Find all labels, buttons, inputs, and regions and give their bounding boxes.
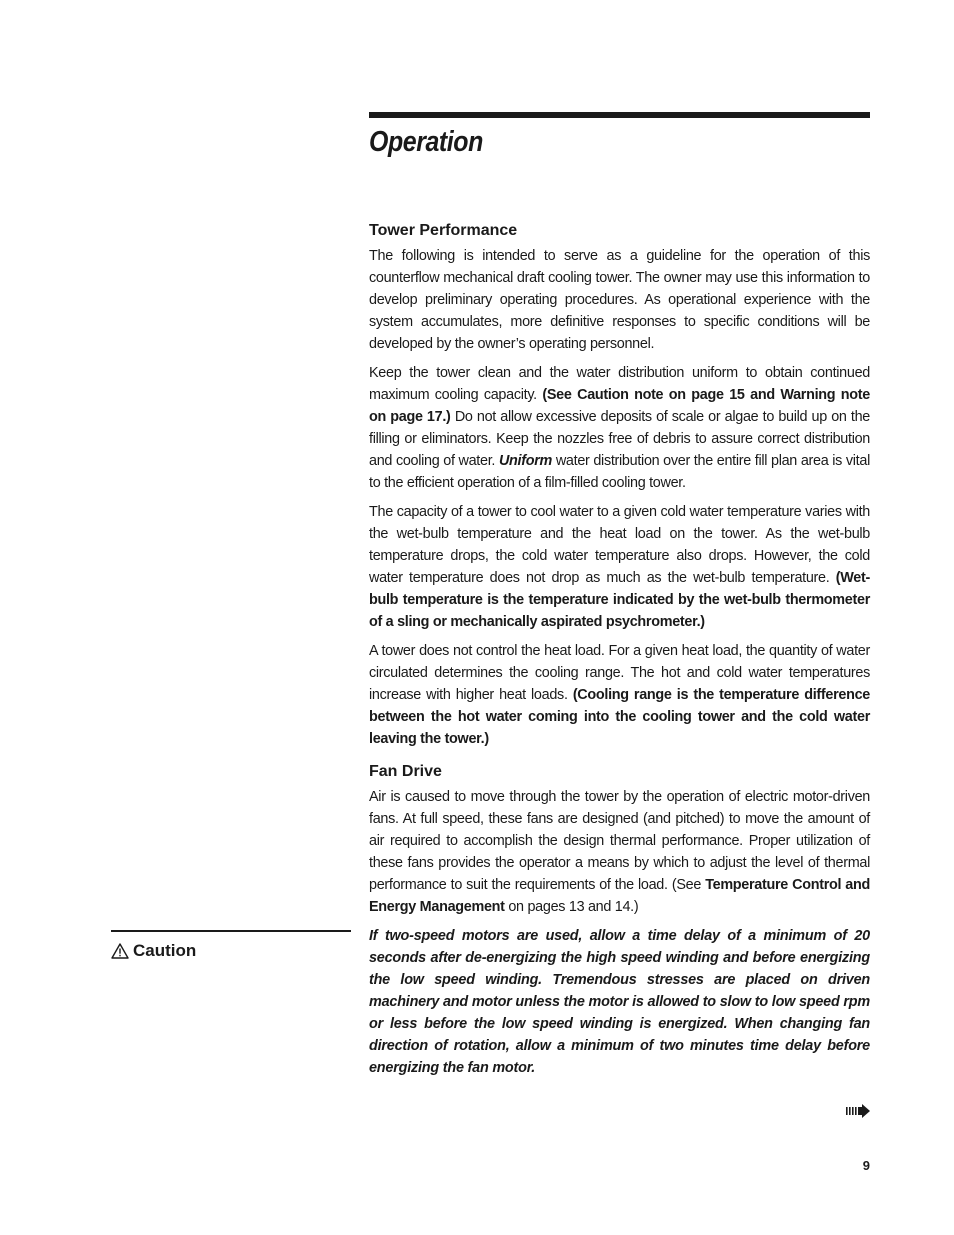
paragraph-text: Keep the tower clean and the water distribution uniform to obtain continued maximum cooling capacity.: [369, 365, 870, 403]
paragraph-text: The capacity of a tower to cool water to a given cold water temperature varies with the wet-bulb temperature and the heat load on the tower. As the wet-bulb temperature drops, the cold water temperature also drops. However, the cold water temperature does not drop as much as the wet-bulb temperature.: [369, 504, 870, 586]
page-title: Operation: [369, 126, 483, 158]
caution-label-text: Caution: [133, 941, 197, 960]
tower-performance-heading: Tower Performance: [369, 222, 518, 239]
cooling-range-definition: (Cooling range is the temperature difference between the hot water coming into the cooling tower and the cold water leaving the tower.): [369, 687, 870, 747]
temperature-control-reference: Temperature Control and Energy Management: [369, 877, 870, 915]
page-number: 9: [862, 1158, 870, 1173]
caution-label: [111, 941, 196, 961]
wet-bulb-definition: (Wet-bulb temperature is the temperature indicated by the wet-bulb thermometer of a sling or mechanically aspirated psychrometer.): [369, 570, 870, 630]
title-rule: [369, 112, 870, 118]
tower-performance-paragraph-1: [369, 245, 870, 355]
caution-text: If two-speed motors are used, allow a time delay of a minimum of 20 seconds after de-energizing the high speed winding and before energizing the low speed winding. Tremendous stresses are placed on driven machinery and motor unless the motor is allowed to slow to low speed rpm or less before the low speed winding is energized. When changing fan direction of rotation, allow a minimum of two minutes time delay before energizing the fan motor.: [369, 928, 870, 1076]
caution-warning-reference: (See Caution note on page 15 and Warning note on page 17.): [369, 387, 870, 425]
paragraph-text: Air is caused to move through the tower by the operation of electric motor-driven fans. At full speed, these fans are designed (and pitched) to move the amount of air required to accomplish the design thermal performance. Proper utilization of these fans provides the operator a means by which to adjust the level of thermal performance to suit the requirements of the load. (See: [369, 789, 870, 893]
emphasis-uniform: Uniform: [498, 453, 552, 469]
fan-drive-paragraph: [369, 786, 870, 918]
paragraph-text: The following is intended to serve as a guideline for the operation of this counterflow mechanical draft cooling tower. The owner may use this information to develop preliminary operating procedures. As operational experience with the system accumulates, more definitive responses to specific conditions will be developed by the owner’s operating personnel.: [369, 248, 870, 352]
tower-performance-paragraph-4: [369, 640, 870, 750]
continue-arrow-icon: [846, 1104, 870, 1118]
tower-performance-paragraph-3: [369, 501, 870, 633]
warning-triangle-icon: [111, 942, 129, 960]
caution-rule: [111, 930, 351, 932]
fan-drive-heading: Fan Drive: [369, 763, 442, 780]
paragraph-text: on pages 13 and 14.): [504, 899, 639, 915]
paragraph-text: A tower does not control the heat load. For a given heat load, the quantity of water circulated determines the cooling range. The hot and cold water temperatures increase with higher heat loads.: [369, 643, 870, 703]
paragraph-text: water distribution over the entire fill plan area is vital to the efficient operation of a film-filled cooling tower.: [369, 453, 870, 491]
main-content: [369, 221, 870, 1079]
tower-performance-paragraph-2: [369, 362, 870, 494]
paragraph-text: Do not allow excessive deposits of scale or algae to build up on the filling or eliminators. Keep the nozzles free of debris to assure correct distribution and cooling of water.: [369, 409, 870, 469]
